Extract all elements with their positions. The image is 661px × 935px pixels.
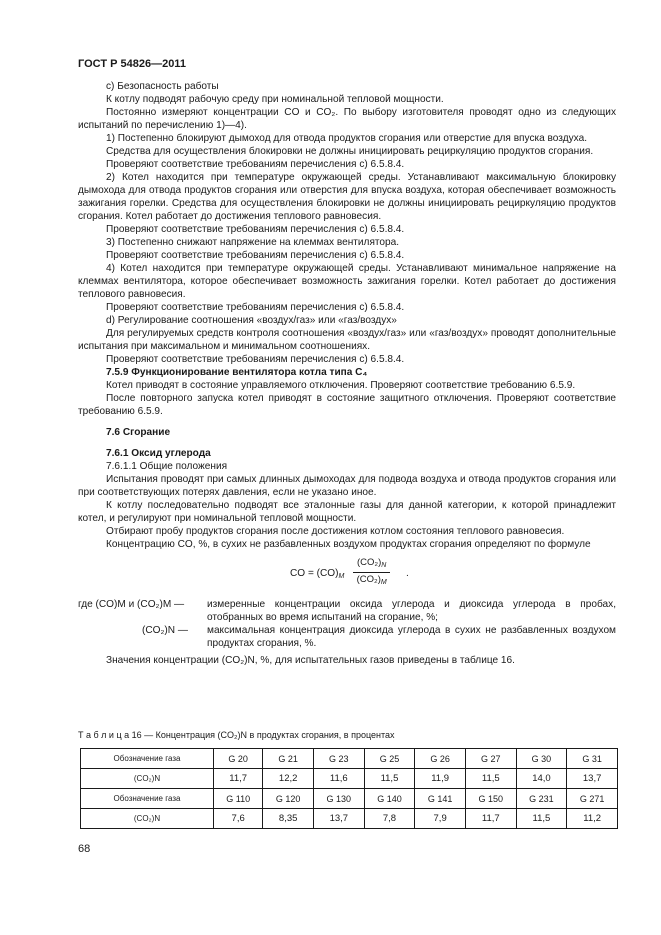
section-heading-7-6: 7.6 Сгорание (106, 427, 171, 438)
paragraph: Средства для осуществления блокировки не должны инициировать рециркуляцию продуктов сгорания. (106, 146, 594, 157)
where-text-1: измеренные концентрации оксида углерода и диоксида углерода в пробах, отобранных во время испытаний на сгорание, %; (207, 599, 616, 623)
table-row (81, 749, 618, 769)
value-cell: 11,5 (364, 769, 415, 789)
table-caption: Т а б л и ц а 16 — Концентрация (CO₂)N в продуктах сгорания, в процентах (78, 730, 395, 740)
paragraph: После повторного запуска котел приводят в состояние защитного отключения. Проверяют соответствие требованию 6.5.9. (78, 393, 616, 417)
co2-concentration-table (80, 748, 618, 829)
para-d: d) Регулирование соотношения «воздух/газ» или «газ/воздух» (106, 315, 397, 326)
value-cell: 8,35 (263, 809, 314, 829)
paragraph: Проверяют соответствие требованиям перечисления c) 6.5.8.4. (106, 354, 405, 365)
paragraph: Отбирают пробу продуктов сгорания после достижения котлом состояния теплового равновесия. (106, 526, 565, 537)
gas-cell: G 26 (415, 749, 466, 769)
gas-cell: G 20 (214, 749, 263, 769)
gas-cell: G 130 (313, 789, 364, 809)
value-cell: 11,9 (415, 769, 466, 789)
paragraph: 2) Котел находится при температуре окружающей среды. Устанавливают максимальную блокировку дымохода для отвода продуктов сгорания или отверстия для впуска воздуха, которая обеспечивает возможность зажигания горелки. Средства для осуществления блокировки не должны инициировать рециркуляцию продуктов сгорания. Котел работает до достижения теплового равновесия. (78, 172, 616, 222)
section-heading-7-6-1: 7.6.1 Оксид углерода (106, 448, 211, 459)
value-cell: 7,9 (415, 809, 466, 829)
table-row (81, 769, 618, 789)
formula-lhs: CO = (CO) (290, 568, 339, 579)
gas-cell: G 21 (263, 749, 314, 769)
document-header: ГОСТ Р 54826—2011 (78, 58, 186, 70)
gas-cell: G 140 (364, 789, 415, 809)
value-cell: 12,2 (263, 769, 314, 789)
page-body (78, 80, 616, 667)
value-cell: 11,5 (465, 769, 516, 789)
paragraph: 3) Постепенно снижают напряжение на клеммах вентилятора. (106, 237, 400, 248)
table-row (81, 809, 618, 829)
gas-cell: G 120 (263, 789, 314, 809)
paragraph: Проверяют соответствие требованиям перечисления c) 6.5.8.4. (106, 250, 405, 261)
where-text-2: максимальная концентрация диоксида углерода в сухих не разбавленных воздухом продуктах сгорания, %. (207, 625, 616, 649)
paragraph: Котел приводят в состояние управляемого отключения. Проверяют соответствие требованию 6.5.9. (106, 380, 576, 391)
gas-cell: G 231 (516, 789, 567, 809)
paragraph: К котлу подводят рабочую среду при номинальной тепловой мощности. (106, 94, 444, 105)
where-label-2: (CO₂)N — (142, 625, 188, 636)
paragraph: Проверяют соответствие требованиям перечисления c) 6.5.8.4. (106, 224, 405, 235)
value-cell: 7,6 (214, 809, 263, 829)
paragraph: Испытания проводят при самых длинных дымоходах для подвода воздуха и отвода продуктов сгорания или при соответствующих потерях давления, если не указано иное. (78, 474, 616, 498)
paragraph: Проверяют соответствие требованиям перечисления c) 6.5.8.4. (106, 302, 405, 313)
value-cell: 11,5 (516, 809, 567, 829)
value-cell: 7,8 (364, 809, 415, 829)
gas-cell: G 25 (364, 749, 415, 769)
page-number: 68 (78, 843, 91, 855)
value-cell: 11,2 (567, 809, 618, 829)
paragraph: Постоянно измеряют концентрации CO и CO₂. По выбору изготовителя проводят одно из следующих испытаний по перечислению 1)—4). (78, 107, 616, 131)
row-label-gas: Обозначение газа (81, 789, 214, 809)
table-row (81, 789, 618, 809)
formula-fraction: $\frac{(CO_2)_N}{(CO_2)_M}$ (353, 556, 390, 589)
where-block-1 (78, 598, 616, 624)
row-label-co2: (CO₂)N (81, 769, 214, 789)
value-cell: 11,6 (313, 769, 364, 789)
paragraph: Проверяют соответствие требованиям перечисления c) 6.5.8.4. (106, 159, 405, 170)
paragraph: Для регулируемых средств контроля соотношения «воздух/газ» или «газ/воздух» проводят дополнительные испытания при максимальном и минимальном соотношениях. (78, 328, 616, 352)
value-cell: 11,7 (214, 769, 263, 789)
table-reference: Значения концентрации (CO₂)N, %, для испытательных газов приведены в таблице 16. (106, 655, 515, 666)
paragraph: 1) Постепенно блокируют дымоход для отвода продуктов сгорания или отверстие для впуска воздуха. (106, 133, 588, 144)
gas-cell: G 110 (214, 789, 263, 809)
paragraph: 4) Котел находится при температуре окружающей среды. Устанавливают минимальное напряжение на клеммах вентилятора, которое обеспечивает возможность зажигания горелки. Котел работает до достижения теплового равновесия. (78, 263, 616, 300)
gas-cell: G 27 (465, 749, 516, 769)
value-cell: 11,7 (465, 809, 516, 829)
value-cell: 13,7 (313, 809, 364, 829)
row-label-co2: (CO₂)N (81, 809, 214, 829)
gas-cell: G 31 (567, 749, 618, 769)
co-formula: CO = $(CO)_M$ $\frac{(CO_2)_N}{(CO_2)_M}$ . (78, 556, 616, 592)
gas-cell: G 150 (465, 789, 516, 809)
paragraph: Концентрацию CO, %, в сухих не разбавленных воздухом продуктах сгорания определяют по формуле (106, 539, 591, 550)
gas-cell: G 23 (313, 749, 364, 769)
paragraph: К котлу последовательно подводят все эталонные газы для данной категории, к которой принадлежит котел, и регулируют при номинальной тепловой мощности. (78, 500, 616, 524)
where-block-2 (78, 624, 616, 650)
subsection-heading-7-6-1-1: 7.6.1.1 Общие положения (106, 461, 228, 472)
value-cell: 14,0 (516, 769, 567, 789)
gas-cell: G 271 (567, 789, 618, 809)
row-label-gas: Обозначение газа (81, 749, 214, 769)
section-heading-7-5-9: 7.5.9 Функционирование вентилятора котла типа C₄ (106, 367, 368, 378)
gas-cell: G 141 (415, 789, 466, 809)
value-cell: 13,7 (567, 769, 618, 789)
para-c: c) Безопасность работы (106, 81, 219, 92)
gas-cell: G 30 (516, 749, 567, 769)
where-label-1: где (CO)M и (CO₂)M — (78, 599, 185, 610)
